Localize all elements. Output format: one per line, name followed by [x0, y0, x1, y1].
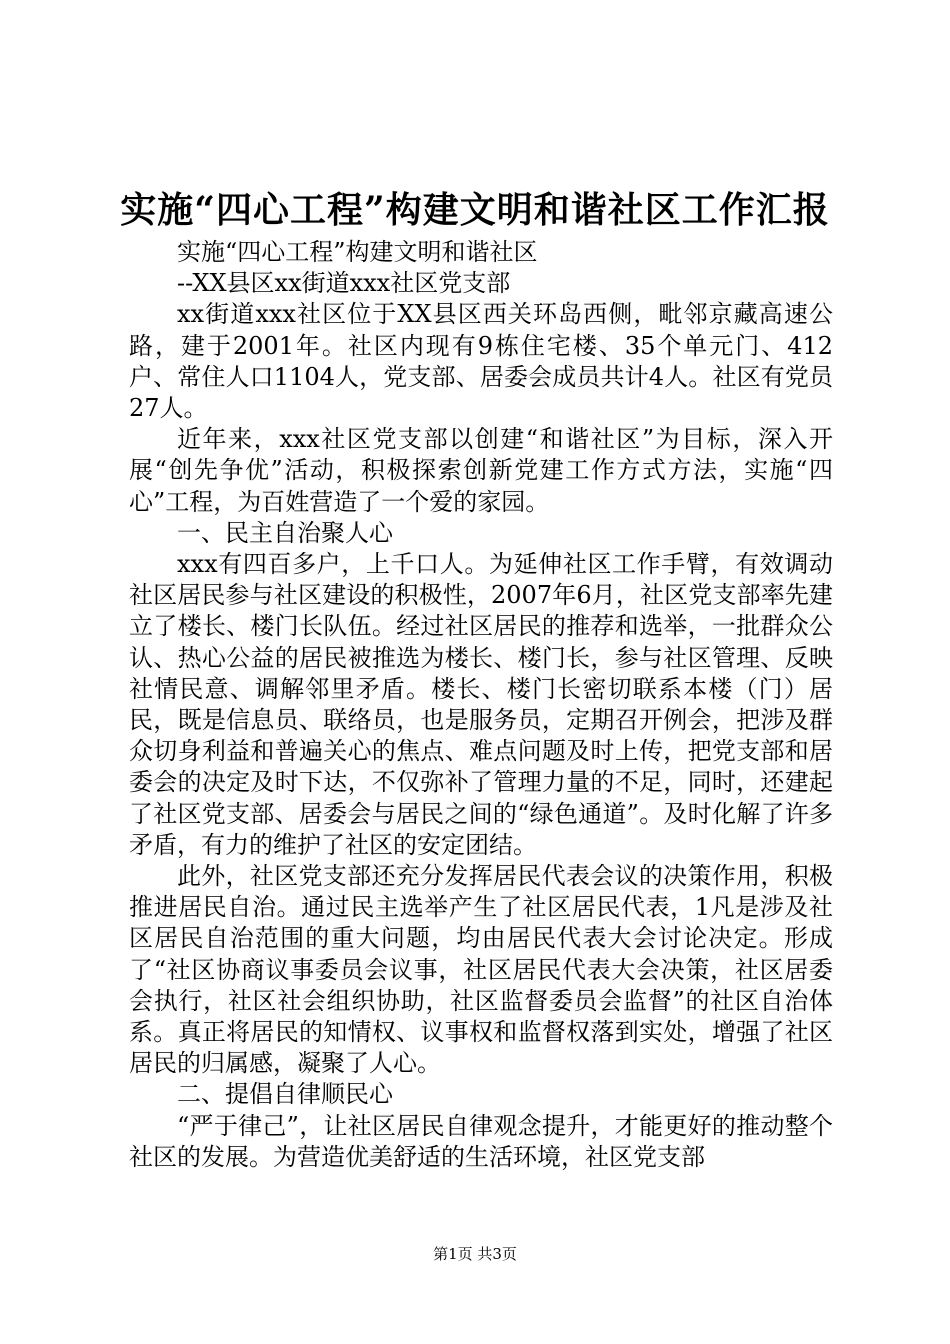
- document-body: [129, 237, 833, 1173]
- section-heading-1: 一、民主自治聚人心: [177, 518, 393, 547]
- document-title: 实施“四心工程”构建文明和谐社区工作汇报: [120, 189, 830, 231]
- paragraph-section-2a: “严于律己”，让社区居民自律观念提升，才能更好的推动整个社区的发展。为营造优美舒适的生活环境，社区党支部: [129, 1111, 833, 1171]
- paragraph-intro: xx街道xxx社区位于XX县区西关环岛西侧，毗邻京藏高速公路，建于2001年。社区内现有9栋住宅楼、35个单元门、412户、常住人口1104人，党支部、居委会成员共计4人。社区有党员27人。: [129, 300, 833, 423]
- paragraph-overview: 近年来，xxx社区党支部以创建“和谐社区”为目标，深入开展“创先争优”活动，积极探索创新党建工作方式方法，实施“四心”工程，为百姓营造了一个爱的家园。: [129, 425, 833, 516]
- subtitle-line: 实施“四心工程”构建文明和谐社区: [177, 238, 538, 266]
- author-line: --XX县区xx街道xxx社区党支部: [177, 269, 511, 298]
- paragraph-section-1a: xxx有四百多户，上千口人。为延伸社区工作手臂，有效调动社区居民参与社区建设的积极性，2007年6月，社区党支部率先建立了楼长、楼门长队伍。经过社区居民的推荐和选举，一批群众公认、热心公益的居民被推选为楼长、楼门长，参与社区管理、反映社情民意、调解邻里矛盾。楼长、楼门长密切联系本楼（门）居民，既是信息员、联络员，也是服务员，定期召开例会，把涉及群众切身利益和普遍关心的焦点、难点问题及时上传，把党支部和居委会的决定及时下达，不仅弥补了管理力量的不足，同时，还建起了社区党支部、居委会与居民之间的“绿色通道”。及时化解了许多矛盾，有力的维护了社区的安定团结。: [129, 550, 833, 859]
- paragraph-section-1b: 此外，社区党支部还充分发挥居民代表会议的决策作用，积极推进居民自治。通过民主选举产生了社区居民代表，1凡是涉及社区居民自治范围的重大问题，均由居民代表大会讨论决定。形成了“社区协商议事委员会议事，社区居民代表大会决策，社区居委会执行，社区社会组织协助，社区监督委员会监督”的社区自治体系。真正将居民的知情权、议事权和监督权落到实处，增强了社区居民的归属感，凝聚了人心。: [129, 862, 833, 1078]
- page-footer: 第1页 共3页: [433, 1245, 517, 1263]
- section-heading-2: 二、提倡自律顺民心: [177, 1080, 393, 1109]
